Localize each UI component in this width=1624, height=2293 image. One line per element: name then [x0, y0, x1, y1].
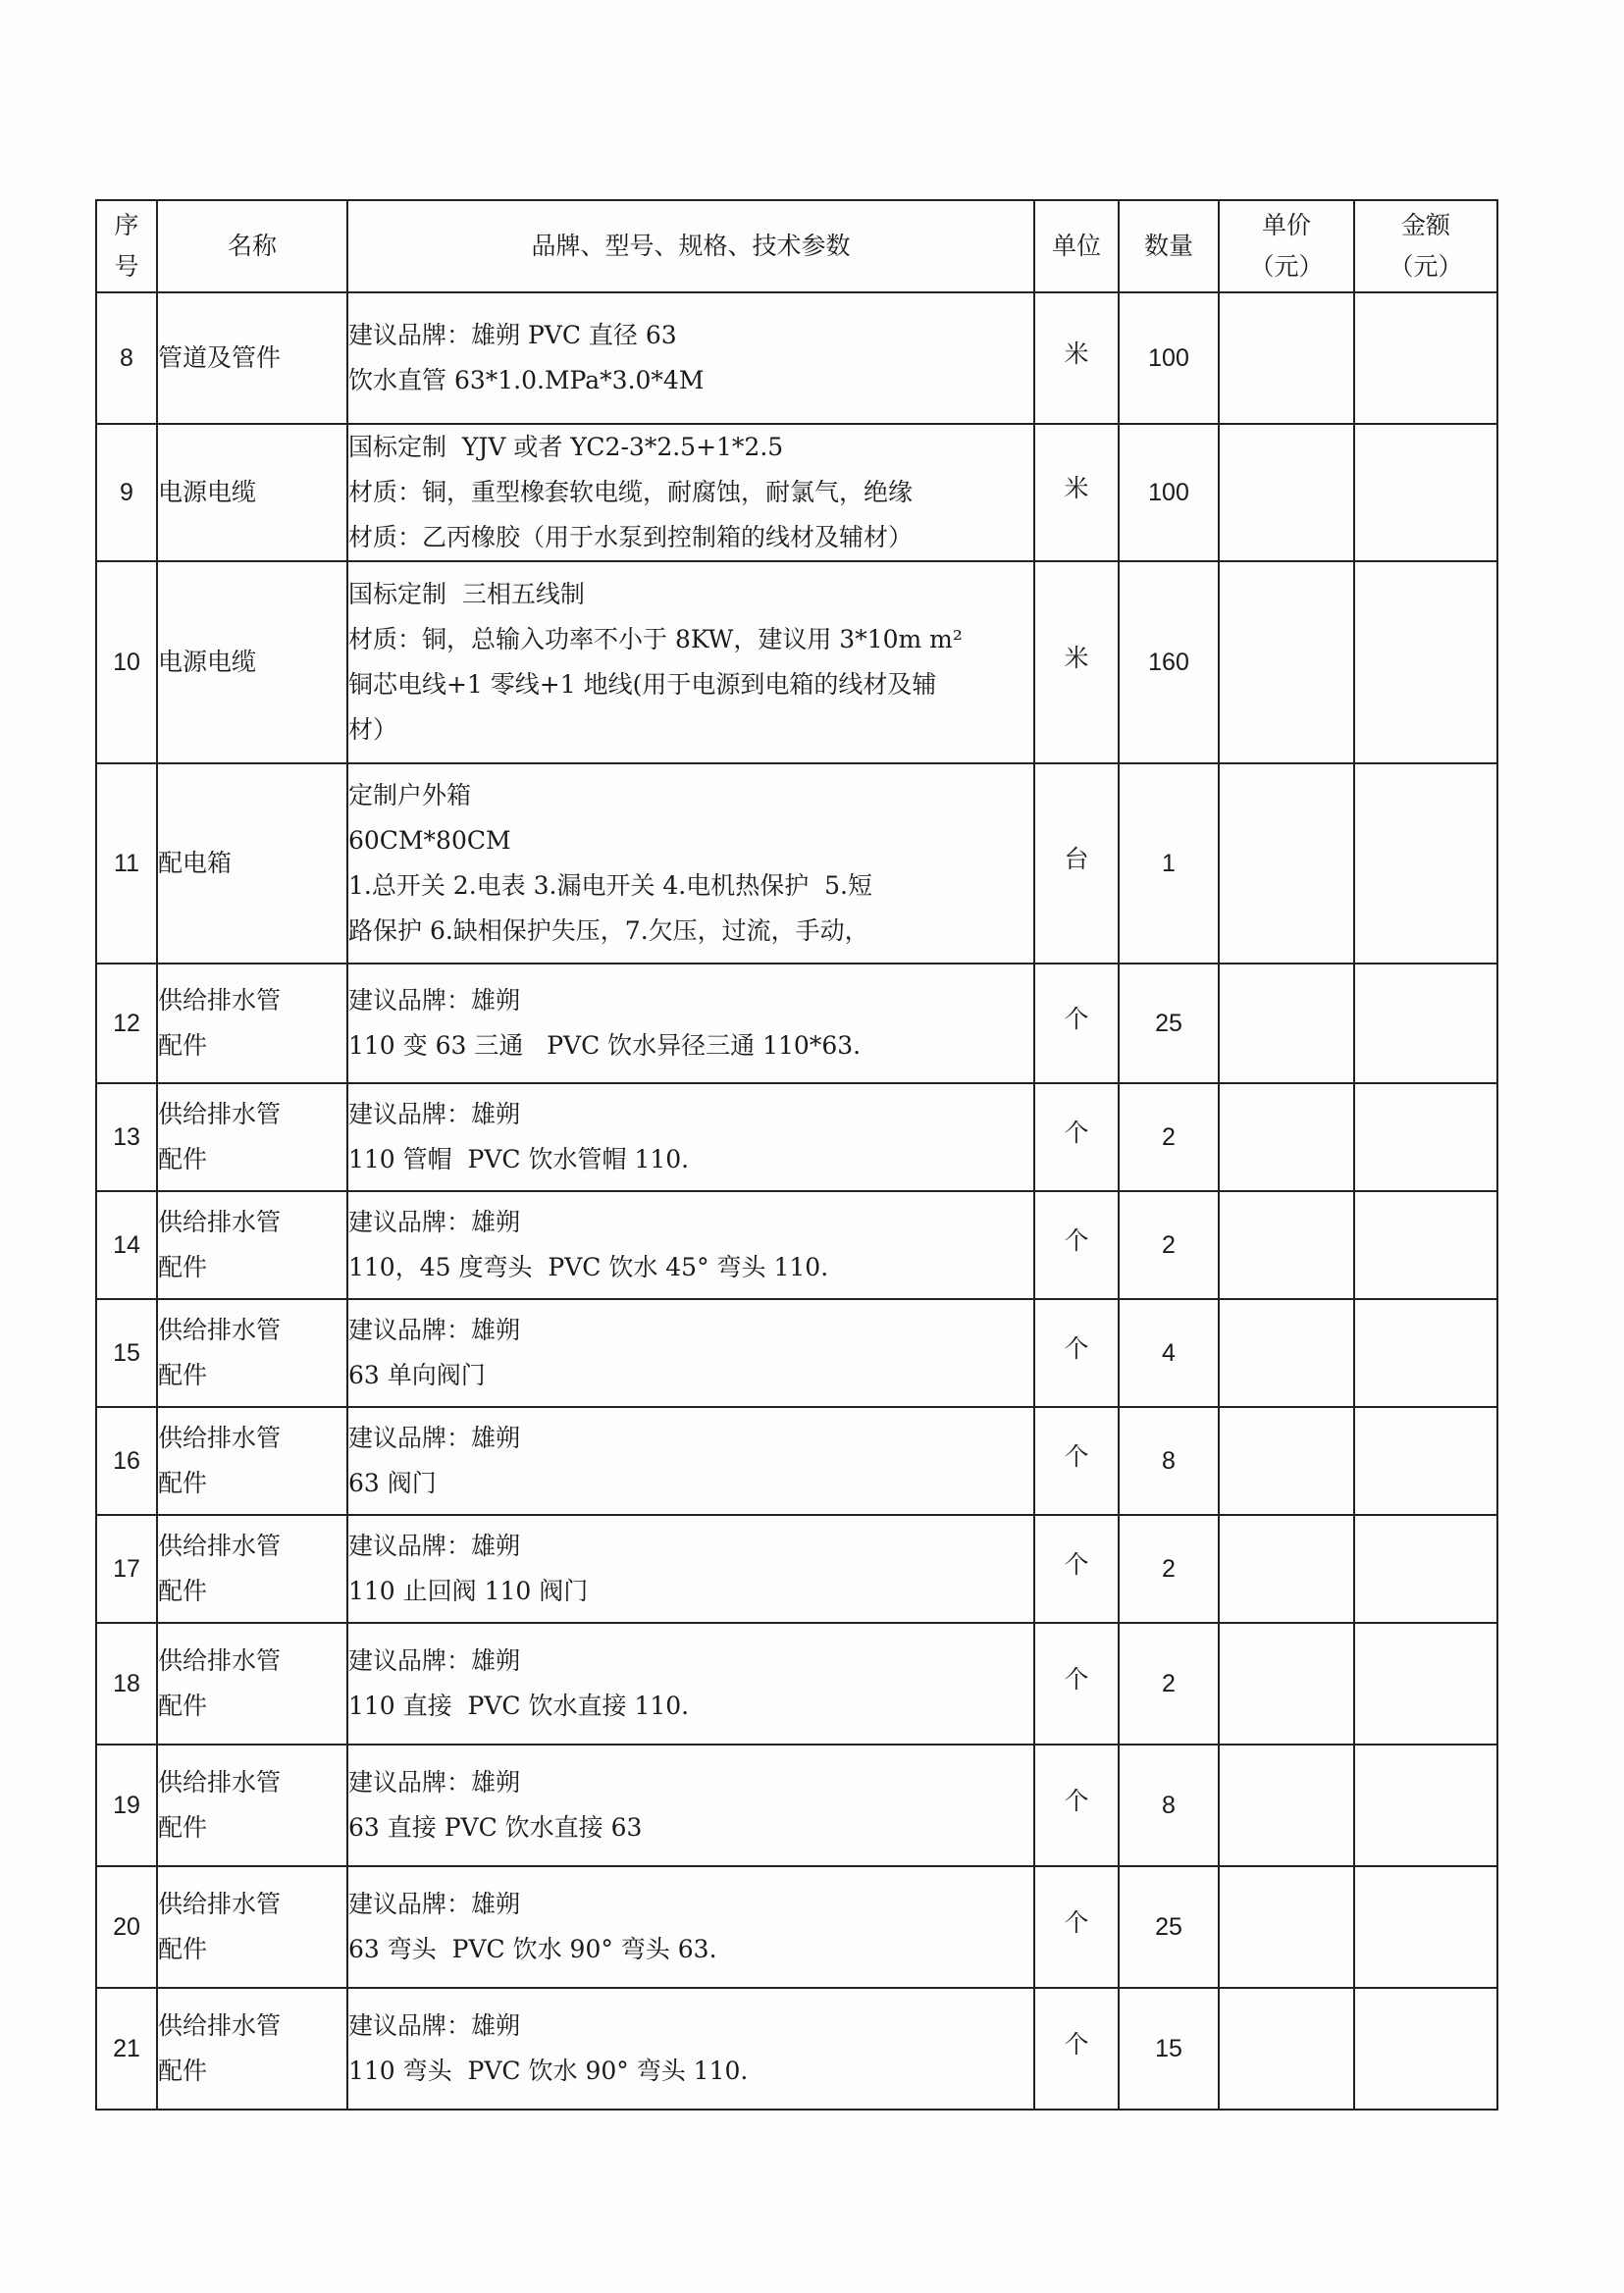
- cell-name-line: 供给排水管: [158, 1316, 282, 1344]
- cell-name-line: 供给排水管: [158, 1208, 282, 1236]
- cell-qty: 2: [1119, 1515, 1219, 1623]
- cell-name-line: 配件: [158, 1935, 208, 1963]
- header-price-line1: 单价: [1261, 211, 1311, 239]
- cell-qty: 15: [1119, 1988, 1219, 2110]
- cell-unit: [1034, 964, 1119, 1083]
- cell-seq: 12: [96, 964, 157, 1083]
- cell-name-line: 配件: [158, 1692, 208, 1720]
- cell-name-line: 供给排水管: [158, 1890, 282, 1918]
- procurement-table: [95, 199, 1498, 2111]
- cell-qty: 25: [1119, 964, 1219, 1083]
- cell-unit-price[interactable]: [1219, 1866, 1354, 1988]
- header-amount-line1: 金额: [1400, 211, 1450, 239]
- cell-name-line: 配件: [158, 1361, 208, 1389]
- cell-amount[interactable]: [1354, 964, 1497, 1083]
- cell-unit: [1034, 424, 1119, 561]
- cell-amount[interactable]: [1354, 561, 1497, 763]
- table-row: [96, 1515, 1497, 1623]
- header-amount: [1354, 200, 1497, 292]
- cell-qty: 2: [1119, 1623, 1219, 1745]
- cell-spec-line: 铜芯电线+1 零线+1 地线(用于电源到电箱的线材及辅: [348, 670, 937, 699]
- cell-spec-line: 路保护 6.缺相保护失压，7.欠压，过流，手动，: [348, 916, 869, 945]
- cell-name: 电源电缆: [157, 561, 347, 763]
- cell-spec-line: 建议品牌：雄朔: [348, 986, 521, 1015]
- cell-seq: 10: [96, 561, 157, 763]
- cell-unit: [1034, 1191, 1119, 1299]
- cell-unit-text: 个: [1064, 1908, 1089, 1937]
- cell-amount[interactable]: [1354, 1745, 1497, 1866]
- cell-spec-line: 饮水直管 63*1.0.MPa*3.0*4M: [348, 366, 705, 394]
- cell-qty: 4: [1119, 1299, 1219, 1407]
- cell-spec: [347, 561, 1034, 763]
- cell-name-line: 供给排水管: [158, 986, 282, 1015]
- header-seq-line2: 号: [114, 252, 139, 281]
- table-row: [96, 1988, 1497, 2110]
- cell-spec-line: 材质：铜，重型橡套软电缆，耐腐蚀，耐氯气，绝缘: [348, 478, 914, 506]
- cell-amount[interactable]: [1354, 1299, 1497, 1407]
- cell-spec: [347, 1191, 1034, 1299]
- header-seq-line1: 序: [114, 211, 139, 239]
- cell-spec-line: 建议品牌：雄朔: [348, 1532, 521, 1560]
- cell-unit-price[interactable]: [1219, 1083, 1354, 1191]
- cell-unit-text: 个: [1064, 1442, 1089, 1471]
- cell-unit-price[interactable]: [1219, 964, 1354, 1083]
- cell-name: [157, 1745, 347, 1866]
- cell-unit-price[interactable]: [1219, 424, 1354, 561]
- cell-unit-price[interactable]: [1219, 763, 1354, 964]
- cell-unit: [1034, 1745, 1119, 1866]
- cell-name: [157, 1515, 347, 1623]
- cell-amount[interactable]: [1354, 292, 1497, 424]
- cell-name: [157, 1191, 347, 1299]
- cell-name: 电源电缆: [157, 424, 347, 561]
- cell-name-line: 供给排水管: [158, 1100, 282, 1128]
- cell-name-line: 供给排水管: [158, 1532, 282, 1560]
- cell-amount[interactable]: [1354, 1515, 1497, 1623]
- cell-unit: [1034, 1515, 1119, 1623]
- header-qty: 数量: [1119, 200, 1219, 292]
- cell-qty: 2: [1119, 1083, 1219, 1191]
- cell-spec-line: 材质：乙丙橡胶（用于水泵到控制箱的线材及辅材）: [348, 523, 914, 551]
- header-spec: 品牌、型号、规格、技术参数: [347, 200, 1034, 292]
- cell-seq: 11: [96, 763, 157, 964]
- cell-spec-line: 建议品牌：雄朔: [348, 1316, 521, 1344]
- cell-name: [157, 1407, 347, 1515]
- table-row: [96, 424, 1497, 561]
- cell-seq: 18: [96, 1623, 157, 1745]
- cell-spec: [347, 1988, 1034, 2110]
- cell-spec-line: 建议品牌：雄朔: [348, 1646, 521, 1675]
- cell-name-line: 配件: [158, 1469, 208, 1497]
- cell-unit: [1034, 1083, 1119, 1191]
- cell-name-line: 配件: [158, 1145, 208, 1173]
- cell-amount[interactable]: [1354, 763, 1497, 964]
- cell-amount[interactable]: [1354, 1988, 1497, 2110]
- cell-spec-line: 110 止回阀 110 阀门: [348, 1577, 589, 1605]
- cell-qty: 160: [1119, 561, 1219, 763]
- cell-spec-line: 定制户外箱: [348, 781, 472, 809]
- cell-unit-price[interactable]: [1219, 1745, 1354, 1866]
- cell-name-line: 供给排水管: [158, 1768, 282, 1797]
- cell-qty: 100: [1119, 424, 1219, 561]
- cell-spec-line: 建议品牌：雄朔: [348, 1208, 521, 1236]
- cell-seq: 19: [96, 1745, 157, 1866]
- cell-spec: [347, 1515, 1034, 1623]
- cell-seq: 14: [96, 1191, 157, 1299]
- cell-spec-line: 63 弯头 PVC 饮水 90° 弯头 63.: [348, 1935, 717, 1963]
- cell-qty: 8: [1119, 1745, 1219, 1866]
- header-unit-price: [1219, 200, 1354, 292]
- cell-seq: 15: [96, 1299, 157, 1407]
- cell-unit: [1034, 763, 1119, 964]
- cell-spec-line: 材）: [348, 715, 398, 744]
- cell-amount[interactable]: [1354, 424, 1497, 561]
- table-row: [96, 964, 1497, 1083]
- cell-name-line: 配件: [158, 1813, 208, 1842]
- cell-spec-line: 63 单向阀门: [348, 1361, 486, 1389]
- cell-qty: 1: [1119, 763, 1219, 964]
- table-header-row: [96, 200, 1497, 292]
- cell-spec-line: 63 阀门: [348, 1469, 437, 1497]
- cell-unit-price[interactable]: [1219, 1988, 1354, 2110]
- cell-seq: 17: [96, 1515, 157, 1623]
- table-row: [96, 763, 1497, 964]
- cell-spec: [347, 1407, 1034, 1515]
- cell-spec: [347, 1083, 1034, 1191]
- cell-unit-text: 米: [1064, 474, 1089, 502]
- cell-spec-line: 材质：铜，总输入功率不小于 8KW，建议用 3*10m m²: [348, 625, 963, 653]
- table-row: [96, 1623, 1497, 1745]
- cell-unit-text: 个: [1064, 1226, 1089, 1255]
- cell-unit: [1034, 1299, 1119, 1407]
- cell-spec-line: 110 管帽 PVC 饮水管帽 110.: [348, 1145, 690, 1173]
- cell-name: [157, 1988, 347, 2110]
- cell-spec-line: 建议品牌：雄朔: [348, 1100, 521, 1128]
- cell-unit-text: 米: [1064, 339, 1089, 368]
- cell-unit-price[interactable]: [1219, 1299, 1354, 1407]
- cell-spec: [347, 1623, 1034, 1745]
- cell-spec-line: 国标定制 YJV 或者 YC2-3*2.5+1*2.5: [348, 433, 784, 461]
- cell-name: [157, 964, 347, 1083]
- cell-qty: 8: [1119, 1407, 1219, 1515]
- cell-name: [157, 1083, 347, 1191]
- cell-unit-text: 个: [1064, 1787, 1089, 1815]
- cell-spec: [347, 763, 1034, 964]
- cell-name-line: 配件: [158, 1253, 208, 1281]
- cell-unit-price[interactable]: [1219, 1191, 1354, 1299]
- cell-name: 配电箱: [157, 763, 347, 964]
- cell-unit: [1034, 292, 1119, 424]
- cell-qty: 2: [1119, 1191, 1219, 1299]
- cell-name-line: 配件: [158, 2057, 208, 2085]
- cell-unit-text: 个: [1064, 1119, 1089, 1147]
- cell-unit: [1034, 1623, 1119, 1745]
- table-row: [96, 1191, 1497, 1299]
- cell-spec: [347, 964, 1034, 1083]
- table-row: [96, 561, 1497, 763]
- cell-name: [157, 1623, 347, 1745]
- cell-spec: [347, 1866, 1034, 1988]
- cell-spec: [347, 1745, 1034, 1866]
- cell-unit-text: 个: [1064, 1005, 1089, 1033]
- cell-spec-line: 1.总开关 2.电表 3.漏电开关 4.电机热保护 5.短: [348, 871, 872, 900]
- cell-name: [157, 1299, 347, 1407]
- table-row: [96, 1866, 1497, 1988]
- cell-unit-text: 米: [1064, 644, 1089, 672]
- cell-spec-line: 110 变 63 三通 PVC 饮水异径三通 110*63.: [348, 1031, 862, 1060]
- cell-name-line: 供给排水管: [158, 1424, 282, 1452]
- cell-name-line: 配件: [158, 1031, 208, 1060]
- cell-spec: [347, 1299, 1034, 1407]
- cell-unit-price[interactable]: [1219, 1407, 1354, 1515]
- cell-amount[interactable]: [1354, 1083, 1497, 1191]
- cell-unit-text: 个: [1064, 1550, 1089, 1579]
- cell-spec-line: 110，45 度弯头 PVC 饮水 45° 弯头 110.: [348, 1253, 829, 1281]
- cell-unit: [1034, 561, 1119, 763]
- cell-unit-price[interactable]: [1219, 561, 1354, 763]
- header-price-line2: （元）: [1249, 252, 1324, 281]
- table-row: [96, 292, 1497, 424]
- cell-unit-text: 个: [1064, 2030, 1089, 2058]
- cell-name: 管道及管件: [157, 292, 347, 424]
- table-row: [96, 1299, 1497, 1407]
- cell-unit: [1034, 1988, 1119, 2110]
- table-row: [96, 1745, 1497, 1866]
- cell-spec-line: 建议品牌：雄朔: [348, 2011, 521, 2040]
- cell-seq: 21: [96, 1988, 157, 2110]
- cell-spec-line: 63 直接 PVC 饮水直接 63: [348, 1813, 643, 1842]
- cell-spec-line: 60CM*80CM: [348, 826, 511, 855]
- cell-seq: 20: [96, 1866, 157, 1988]
- table-row: [96, 1407, 1497, 1515]
- table-body: [96, 292, 1497, 2110]
- cell-amount[interactable]: [1354, 1623, 1497, 1745]
- cell-amount[interactable]: [1354, 1407, 1497, 1515]
- cell-amount[interactable]: [1354, 1191, 1497, 1299]
- cell-spec-line: 建议品牌：雄朔: [348, 1890, 521, 1918]
- header-amount-line2: （元）: [1388, 252, 1463, 281]
- cell-qty: 25: [1119, 1866, 1219, 1988]
- cell-unit: [1034, 1407, 1119, 1515]
- cell-amount[interactable]: [1354, 1866, 1497, 1988]
- table-row: [96, 1083, 1497, 1191]
- cell-name-line: 供给排水管: [158, 1646, 282, 1675]
- cell-name-line: 配件: [158, 1577, 208, 1605]
- cell-seq: 8: [96, 292, 157, 424]
- cell-unit-text: 台: [1064, 845, 1089, 873]
- cell-seq: 16: [96, 1407, 157, 1515]
- cell-spec-line: 110 直接 PVC 饮水直接 110.: [348, 1692, 690, 1720]
- cell-spec-line: 建议品牌：雄朔: [348, 1424, 521, 1452]
- cell-spec: [347, 424, 1034, 561]
- cell-unit-text: 个: [1064, 1334, 1089, 1363]
- cell-qty: 100: [1119, 292, 1219, 424]
- cell-spec-line: 110 弯头 PVC 饮水 90° 弯头 110.: [348, 2057, 749, 2085]
- cell-unit-price[interactable]: [1219, 292, 1354, 424]
- cell-name-line: 供给排水管: [158, 2011, 282, 2040]
- cell-unit-price[interactable]: [1219, 1515, 1354, 1623]
- cell-unit: [1034, 1866, 1119, 1988]
- cell-spec: [347, 292, 1034, 424]
- cell-spec-line: 建议品牌：雄朔 PVC 直径 63: [348, 321, 677, 349]
- cell-seq: 9: [96, 424, 157, 561]
- header-unit: 单位: [1034, 200, 1119, 292]
- cell-spec-line: 建议品牌：雄朔: [348, 1768, 521, 1797]
- cell-unit-price[interactable]: [1219, 1623, 1354, 1745]
- header-seq: [96, 200, 157, 292]
- cell-spec-line: 国标定制 三相五线制: [348, 580, 585, 608]
- cell-unit-text: 个: [1064, 1665, 1089, 1694]
- cell-name: [157, 1866, 347, 1988]
- header-name: 名称: [157, 200, 347, 292]
- cell-seq: 13: [96, 1083, 157, 1191]
